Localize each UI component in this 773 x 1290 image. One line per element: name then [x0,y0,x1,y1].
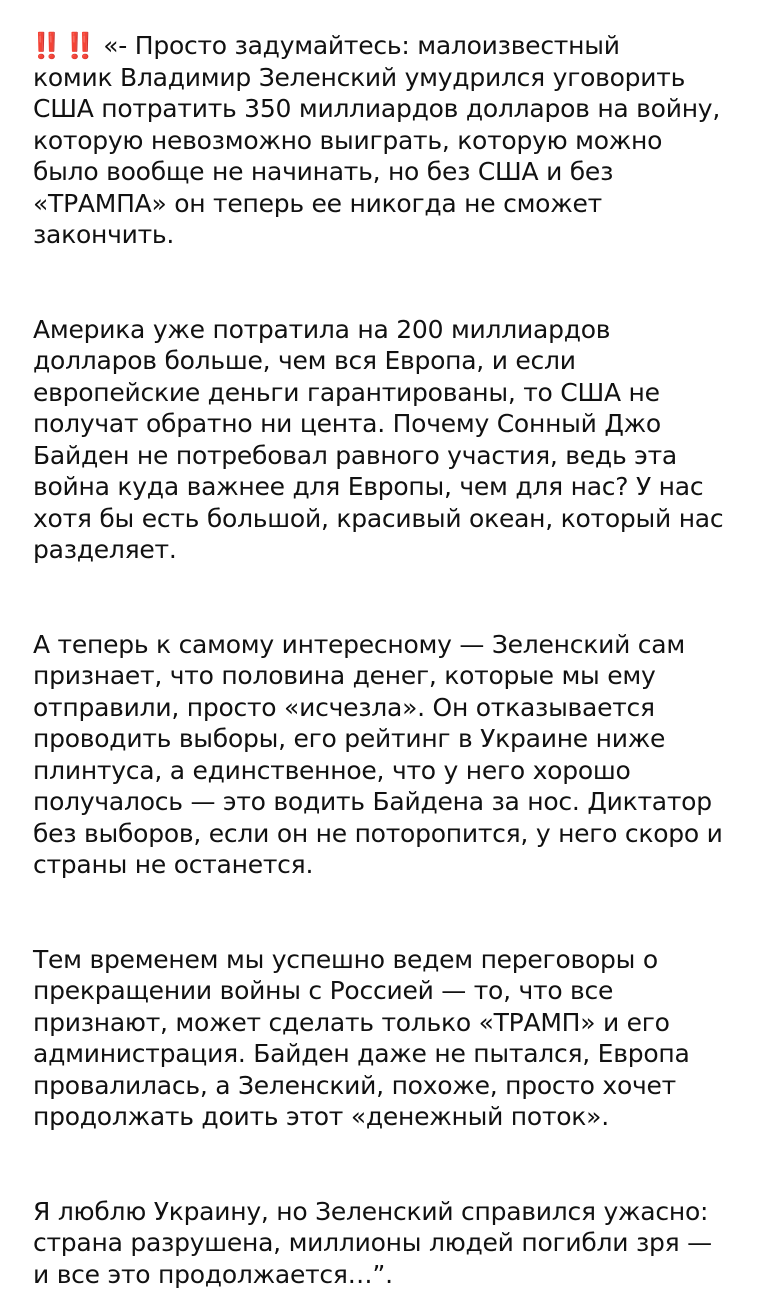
paragraph-1-text: «- Просто задумайтесь: малоизвестный комик Владимир Зеленский умудрился уговорить США потратить 350 миллиардов долларов на войну, которую невозможно выиграть, которую можно было вообще не начинать, но без США и без «ТРАМПА» он теперь ее никогда не сможет закончить. [33,31,720,249]
double-exclamation-icon: ‼️‼️ [29,30,96,62]
paragraph-4: Тем временем мы успешно ведем переговоры о прекращении войны с Россией — то, что все признают, может сделать только «ТРАМП» и его администрация. Байден даже не пытался, Европа провалилась, а Зеленский, похоже, просто хочет продолжать доить этот «денежный поток». [33,944,753,1133]
paragraph-1 [33,30,753,251]
post-body [33,30,753,1290]
paragraph-3: А теперь к самому интересному — Зеленский сам признает, что половина денег, которые мы ему отправили, просто «исчезла». Он отказывается проводить выборы, его рейтинг в Украине ниже плинтуса, а единственное, что у него хорошо получалось — это водить Байдена за нос. Диктатор без выборов, если он не поторопится, у него скоро и страны не останется. [33,629,753,881]
paragraph-2: Америка уже потратила на 200 миллиардов долларов больше, чем вся Европа, и если европейские деньги гарантированы, то США не получат обратно ни цента. Почему Сонный Джо Байден не потребовал равного участия, ведь эта война куда важнее для Европы, чем для нас? У нас хотя бы есть большой, красивый океан, который нас разделяет. [33,314,753,566]
paragraph-5: Я люблю Украину, но Зеленский справился ужасно: страна разрушена, миллионы людей погибли зря — и все это продолжается…”. [33,1196,753,1290]
